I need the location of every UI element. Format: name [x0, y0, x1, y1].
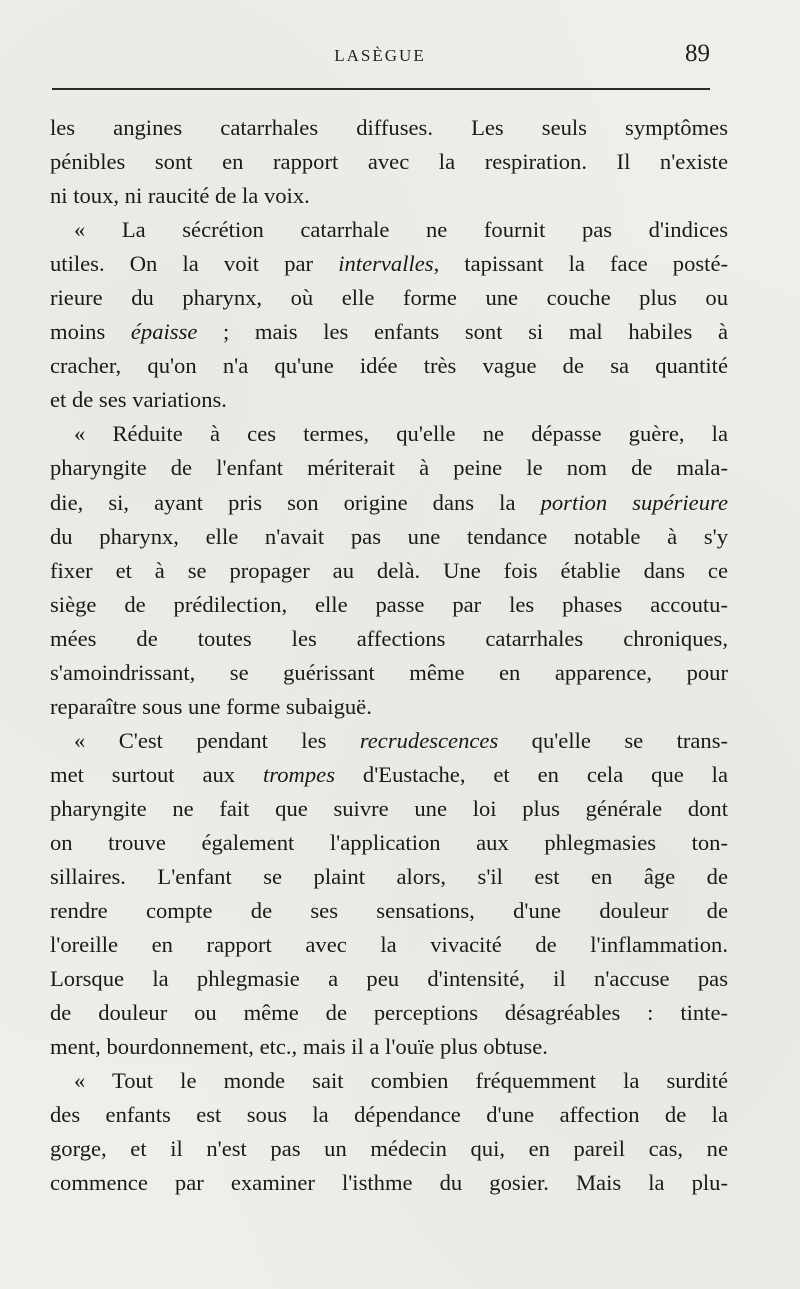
line-text: met surtout aux — [50, 761, 264, 787]
text-line — [50, 894, 728, 928]
text-line — [50, 792, 728, 826]
line-text: « C'est pendant les — [74, 727, 360, 753]
line-text: ; mais les enfants sont si mal habiles à — [197, 319, 728, 345]
header-rule — [52, 88, 710, 90]
line-text: Lorsque la phlegmasie a peu d'intensité, il n'accuse pas — [50, 966, 728, 992]
line-text: pharyngite ne fait que suivre une loi plus générale dont — [50, 795, 728, 821]
line-text: de douleur ou même de perceptions désagréables : tinte- — [50, 1000, 728, 1026]
text-line — [50, 1098, 728, 1132]
text-line — [50, 656, 728, 690]
body-text — [50, 111, 728, 1201]
line-text: moins — [50, 319, 131, 345]
line-text: gorge, et il n'est pas un médecin qui, en pareil cas, ne — [50, 1136, 728, 1162]
line-text: rendre compte de ses sensations, d'une douleur de — [50, 898, 728, 924]
italic-term: portion supérieure — [540, 489, 728, 515]
text-line — [50, 554, 728, 588]
line-text: des enfants est sous la dépendance d'une affection de la — [50, 1102, 728, 1128]
text-line — [50, 1132, 728, 1166]
line-text: mées de toutes les affections catarrhales chroniques, — [50, 625, 728, 651]
text-line — [50, 962, 728, 996]
text-line — [50, 1030, 728, 1064]
text-line — [50, 860, 728, 894]
line-text: « Réduite à ces termes, qu'elle ne dépasse guère, la — [74, 421, 728, 447]
line-text: pharyngite de l'enfant mériterait à peine le nom de mala- — [50, 455, 728, 481]
line-text: « Tout le monde sait combien fréquemment la surdité — [74, 1068, 728, 1094]
line-text: les angines catarrhales diffuses. Les seuls symptômes — [50, 115, 728, 140]
line-text: fixer et à se propager au delà. Une fois établie dans ce — [50, 557, 728, 583]
line-text: reparaître sous une forme subaiguë. — [50, 693, 372, 719]
line-text: l'oreille en rapport avec la vivacité de l'inflammation. — [50, 932, 728, 958]
line-text: pénibles sont en rapport avec la respiration. Il n'existe — [50, 149, 728, 175]
line-text: et de ses variations. — [50, 387, 227, 413]
text-line — [50, 724, 728, 758]
text-line — [50, 383, 728, 417]
running-title: LASÈGUE — [334, 46, 426, 65]
text-line — [50, 417, 728, 451]
text-line — [50, 111, 728, 145]
running-head — [50, 40, 710, 76]
text-line — [50, 520, 728, 554]
text-line — [50, 690, 728, 724]
line-text: cracher, qu'on n'a qu'une idée très vague de sa quantité — [50, 353, 728, 379]
text-line — [50, 758, 728, 792]
text-line — [50, 349, 728, 383]
text-line — [50, 213, 728, 247]
text-line — [50, 486, 728, 520]
italic-term: intervalles — [338, 251, 434, 277]
line-text: « La sécrétion catarrhale ne fournit pas d'indices — [74, 217, 728, 243]
text-line — [50, 826, 728, 860]
line-text: , tapissant la face posté- — [433, 251, 728, 277]
line-text: sillaires. L'enfant se plaint alors, s'il est en âge de — [50, 864, 728, 890]
line-text: s'amoindrissant, se guérissant même en apparence, pour — [50, 659, 728, 685]
line-text: commence par examiner l'isthme du gosier. Mais la plu- — [50, 1170, 728, 1196]
italic-term: trompes — [263, 761, 335, 787]
line-text: ment, bourdonnement, etc., mais il a l'ouïe plus obtuse. — [50, 1034, 548, 1060]
text-line — [50, 247, 728, 281]
text-line — [50, 451, 728, 485]
text-line — [50, 588, 728, 622]
line-text: ni toux, ni raucité de la voix. — [50, 183, 310, 209]
line-text: rieure du pharynx, où elle forme une couche plus ou — [50, 285, 728, 311]
text-line — [50, 928, 728, 962]
line-text: on trouve également l'application aux phlegmasies ton- — [50, 829, 728, 855]
text-line — [50, 179, 728, 213]
text-line — [50, 622, 728, 656]
text-line — [50, 1166, 728, 1200]
text-line — [50, 281, 728, 315]
line-text: utiles. On la voit par — [50, 251, 339, 277]
line-text: qu'elle se trans- — [498, 727, 729, 753]
line-text: du pharynx, elle n'avait pas une tendance notable à s'y — [50, 523, 728, 549]
text-line — [50, 996, 728, 1030]
italic-term: recrudescences — [359, 727, 499, 753]
page-number: 89 — [685, 40, 710, 67]
line-text: die, si, ayant pris son origine dans la — [50, 489, 541, 515]
line-text: d'Eustache, et en cela que la — [335, 761, 728, 787]
line-text: siège de prédilection, elle passe par les phases accoutu- — [50, 591, 728, 617]
text-line — [50, 1064, 728, 1098]
text-line — [50, 145, 728, 179]
italic-term: épaisse — [130, 319, 198, 345]
text-line — [50, 315, 728, 349]
